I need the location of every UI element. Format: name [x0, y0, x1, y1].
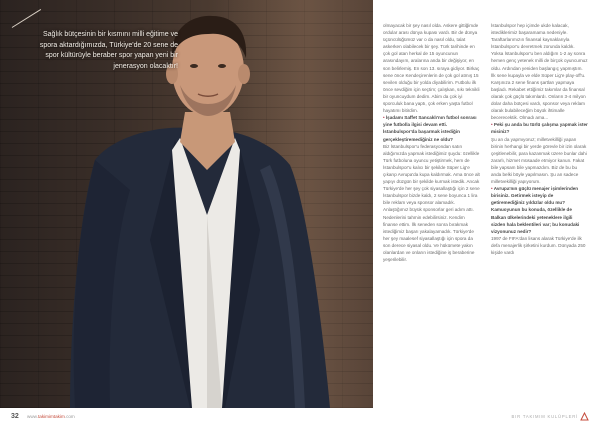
footer-website-link[interactable]: [27, 414, 75, 419]
paragraph: Şu an da yapmıyoruz; milletvekilliği yapan birinin herhangi bir yerde görevle bir izin olarak çeşitlenebilir, para kazanmak üzere bunlar dahi zararlı, hizmet müsaade etmiyor kanun. Fakat bile yapsam bile yapmazdım. Biz de bu bu anda belki böyle yapılmasın. Şu an sadece milletvekilliği yapıyorum.: [491, 136, 587, 185]
question-text: Peki şu anda bu türlü çalışma yapmak ister misiniz?: [491, 122, 588, 135]
interview-question: [491, 121, 588, 135]
page-footer: [0, 408, 600, 424]
interview-question: [383, 114, 480, 142]
text-column-1: [383, 22, 480, 263]
pull-quote: Sağlık bütçesinin bir kısmını milli eğitime ve spora aktardığımızda, Türkiye'de 20 sene de spor kültürüyle beraber spor yapan yeni bir jenerasyon olacaktır!: [39, 31, 178, 70]
url-site: takimimtakim: [37, 414, 65, 419]
paragraph: Biz İstanbulspor'u federasyondan satın aldığımızda yapmak istediğimiz şuydu: özellikle Türk futboluna oyuncu yetiştirmek, hem de İstanbulspor'u kalıcı bir şekilde Süper Lig'e çıkarıp Avrupa'da kupa kaldırmak. Ama önce alt yapıyı düzgün bir şekilde kurmak istedik. Ancak Türkiye'de her şey çok siyasallaştığı için 2 sene İstanbulspor bizde kaldı, 2 sene boyunca 1 lira bile reklam veya sponsor alamadık. Anlaştığımız büyük sponsorlar geri adım attı. Nedenlerini tahmin edebilirsiniz. Kendim finanse ettim. İlk seneden sonra bırakmak istediğimiz başarı yakalayamadık. Türkiye'de her şey maalesef siyasallaştığı için spora da son derece siyasal oldu. Ve hükümete yakın olanlardan ve onların istediğine iş beraberine yeşerilebilir.: [383, 143, 480, 263]
url-suffix: .com: [64, 414, 75, 419]
paragraph: İstanbulspor hep içimde ukde kalacak, istediklerimiz başaramama nedeniyle. Taraftarlarımızın finansal kaynaklarıyla İstanbulspor'u devretmek zorunda kaldık. Yoksa İstanbulspor'u ben aldığım 1-2 ay sonra hemen genç yetenek milli de birçok oyuncumuz oldu. Ardından yeniden başlangıç yapmıştım. İlk sene kupayla ve elde Süper Lig'e play-off'u. Karşınıza 2 sene finans şartları yapmaya başladı. Rekabet ettiğimiz takımlar da finansal olarak çok güçlü takımlardı. Onların 3-4 milyon dolar daha bütçesi vardı, sponsor veya reklam olarak bulabileceğim büyük ihtimalle becerecektik. Olmadı ama...: [491, 23, 588, 121]
question-bullet-icon: •: [383, 115, 386, 121]
question-text: Avrupa'nın güçlü menajer işimlerinden birisiniz. Getirmek isteyip de getiremediğiniz yıldızlar oldu mu? Kamuoyunun bu konuda, özellikle de Balkan ülkelerindeki yeteneklere ilgili sizden hala beklentileri var; bu konudaki vizyonunuz nedir?: [491, 186, 580, 234]
magazine-logo-icon: [580, 412, 589, 421]
interview-question: [491, 185, 588, 235]
question-bullet-icon: •: [491, 186, 494, 192]
footer-brand-text: BIR TAKIMIM KULÜPLERİ: [511, 414, 578, 419]
text-column-2: [491, 22, 588, 256]
paragraph: 1997 de FIFA'dan lisans alarak Türkiye'de ilk defa menajerlik şirketini kurdum. Dünyada 250 kişide vardı: [491, 235, 586, 255]
page-number: 32: [11, 413, 19, 420]
url-prefix: www.: [27, 414, 38, 419]
paragraph: olmayacak bir şey nasıl olda. Askere gittiğimde ordular arası dünya kupası vardı. Bir de dünya üçüncülüğümüz var o da nasıl oldu, talat askerken olabilecek bir şey. Türk tarihinde en çok gol atan herkal de 15 oyuncunun arasındayım, aralarına anda bir değişiyor, en son belirlemiş. En son 13. sıraya gidiyor. Birkaç sene önce Kendeçirenlerin de çok gol atmış 15 sevilen olduğu bir yolda diyabilirim. Futbolu ilk önce sevdiğim için seçtim; çalışkan, sıkı teknikli bir oyuncuydum dedim. Abim da çok iyi sporculuk bana yaptı, çok erken yaşta futbol hayatımı bitirdim.: [383, 23, 480, 114]
question-text: İşadamı Saffet Sancaklı'nın futbol sonrası yine futbolla ilgisi devam etti. İstanbulspor'da başarmak istediğin gerçekleştiremediğiniz ne oldu?: [383, 115, 477, 142]
question-bullet-icon: •: [491, 122, 494, 128]
